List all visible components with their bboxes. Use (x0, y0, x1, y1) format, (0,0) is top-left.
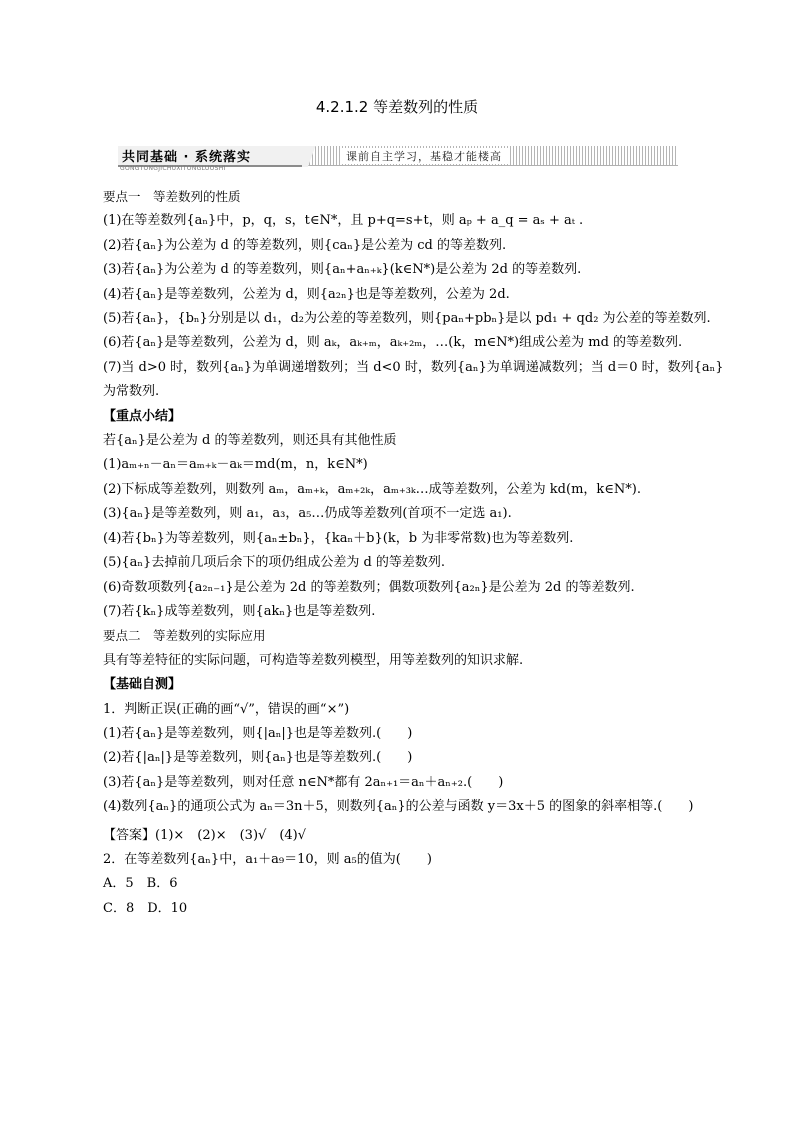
question-1-item-1: (1)若{aₙ}是等差数列，则{|aₙ|}也是等差数列.( ) (103, 725, 413, 741)
question-1-prompt: 1．判断正误(正确的画“√”，错误的画“×”) (103, 701, 350, 717)
property-7: (7)当 d>0 时，数列{aₙ}为单调递增数列；当 d<0 时，数列{aₙ}为单调递减数列；当 d＝0 时，数列{aₙ}为常数列. (103, 359, 724, 400)
question-2-options-cd: C．8 D．10 (103, 900, 188, 916)
answer-line: 【答案】(1)× (2)× (3)√ (4)√ (103, 827, 307, 843)
summary-heading: 【重点小结】 (103, 408, 182, 424)
self-test-heading: 【基础自测】 (103, 677, 182, 693)
banner-pinyin: GONGTONGJICHUXITONGLUOSHI (120, 165, 226, 172)
summary-intro: 若{aₙ}是公差为 d 的等差数列，则还具有其他性质 (103, 433, 397, 449)
banner-title: 共同基础 · 系统落实 (122, 150, 251, 165)
application-text: 具有等差特征的实际问题，可构造等差数列模型，用等差数列的知识求解. (103, 652, 524, 668)
question-1-item-2: (2)若{|aₙ|}是等差数列，则{aₙ}也是等差数列.( ) (103, 750, 413, 766)
question-2-prompt: 2．在等差数列{aₙ}中，a₁＋a₉＝10，则 a₅的值为( ) (103, 851, 432, 867)
property-4: (4)若{aₙ}是等差数列，公差为 d，则{a₂ₙ}也是等差数列，公差为 2d. (103, 286, 510, 302)
summary-item-7: (7)若{kₙ}成等差数列，则{akₙ}也是等差数列. (103, 603, 376, 619)
summary-item-4: (4)若{bₙ}为等差数列，则{aₙ±bₙ}，{kaₙ＋b}(k，b 为非零常数)也为等差数列. (103, 530, 574, 546)
summary-item-6: (6)奇数项数列{a₂ₙ₋₁}是公差为 2d 的等差数列；偶数项数列{a₂ₙ}是公差为 2d 的等差数列. (103, 579, 635, 595)
question-1-item-3: (3)若{aₙ}是等差数列，则对任意 n∈N*都有 2aₙ₊₁＝aₙ＋aₙ₊₂.( ) (103, 774, 504, 790)
section-heading-2: 要点二 等差数列的实际应用 (103, 628, 266, 644)
property-5: (5)若{aₙ}，{bₙ}分别是以 d₁，d₂为公差的等差数列，则{paₙ+pbₙ}是以 pd₁ + qd₂ 为公差的等差数列. (103, 311, 711, 327)
section-heading-1: 要点一 等差数列的性质 (103, 189, 241, 204)
property-2: (2)若{aₙ}为公差为 d 的等差数列，则{caₙ}是公差为 cd 的等差数列. (103, 237, 507, 253)
banner-left-block (118, 146, 306, 172)
banner-subtitle: 课前自主学习，基稳才能楼高 (340, 148, 508, 164)
question-1-item-4: (4)数列{aₙ}的通项公式为 aₙ＝3n＋5，则数列{aₙ}的公差与函数 y＝3x＋5 的图象的斜率相等.( ) (103, 799, 694, 815)
banner-slant (302, 146, 324, 167)
page-title: 4.2.1.2 等差数列的性质 (315, 98, 479, 116)
summary-item-2: (2)下标成等差数列，则数列 aₘ，aₘ₊ₖ，aₘ₊₂ₖ，aₘ₊₃ₖ…成等差数列，公差为 kd(m，k∈N*). (103, 481, 641, 497)
summary-item-1: (1)aₘ₊ₙ－aₙ＝aₘ₊ₖ－aₖ＝md(m，n，k∈N*) (103, 457, 368, 473)
document-body (103, 185, 733, 921)
summary-item-5: (5){aₙ}去掉前几项后余下的项仍组成公差为 d 的等差数列. (103, 555, 446, 571)
question-2-options-ab: A．5 B．6 (103, 876, 178, 892)
section-banner (118, 146, 678, 171)
property-1: (1)在等差数列{aₙ}中，p，q，s，t∈N*，且 p+q=s+t，则 aₚ + a_q = aₛ + aₜ . (103, 213, 584, 229)
property-3: (3)若{aₙ}为公差为 d 的等差数列，则{aₙ+aₙ₊ₖ}(k∈N*)是公差为 2d 的等差数列. (103, 262, 582, 278)
summary-item-3: (3){aₙ}是等差数列，则 a₁，a₃，a₅…仍成等差数列(首项不一定选 a₁). (103, 506, 512, 522)
property-6: (6)若{aₙ}是等差数列，公差为 d，则 aₖ，aₖ₊ₘ，aₖ₊₂ₘ，…(k，m∈N*)组成公差为 md 的等差数列. (103, 335, 683, 351)
